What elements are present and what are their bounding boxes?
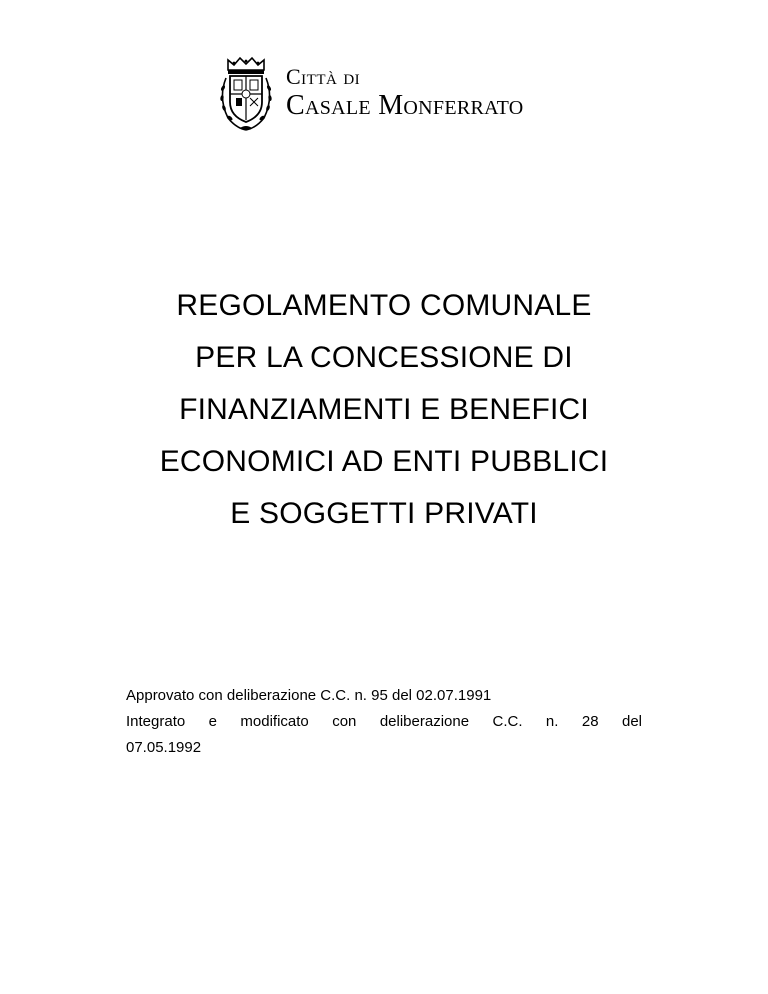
amendment-note-line1: Integrato e modificato con deliberazione C.C. n. 28 del <box>126 713 642 730</box>
document-title <box>0 280 768 540</box>
amendment-note-line2: 07.05.1992 <box>126 739 202 756</box>
document-header <box>214 56 560 134</box>
title-line: ECONOMICI AD ENTI PUBBLICI <box>159 445 609 478</box>
title-line: FINANZIAMENTI E BENEFICI <box>179 393 589 426</box>
coat-of-arms-icon <box>214 56 278 134</box>
title-line: E SOGGETTI PRIVATI <box>230 497 538 530</box>
city-name-line2: Casale Monferrato <box>286 90 524 121</box>
title-line: REGOLAMENTO COMUNALE <box>176 289 592 322</box>
title-line: PER LA CONCESSIONE DI <box>195 341 573 374</box>
city-name-line1: Città di <box>286 64 361 89</box>
city-name <box>286 66 524 120</box>
approval-note: Approvato con deliberazione C.C. n. 95 del 02.07.1991 <box>126 687 492 704</box>
approval-notes <box>126 683 642 761</box>
